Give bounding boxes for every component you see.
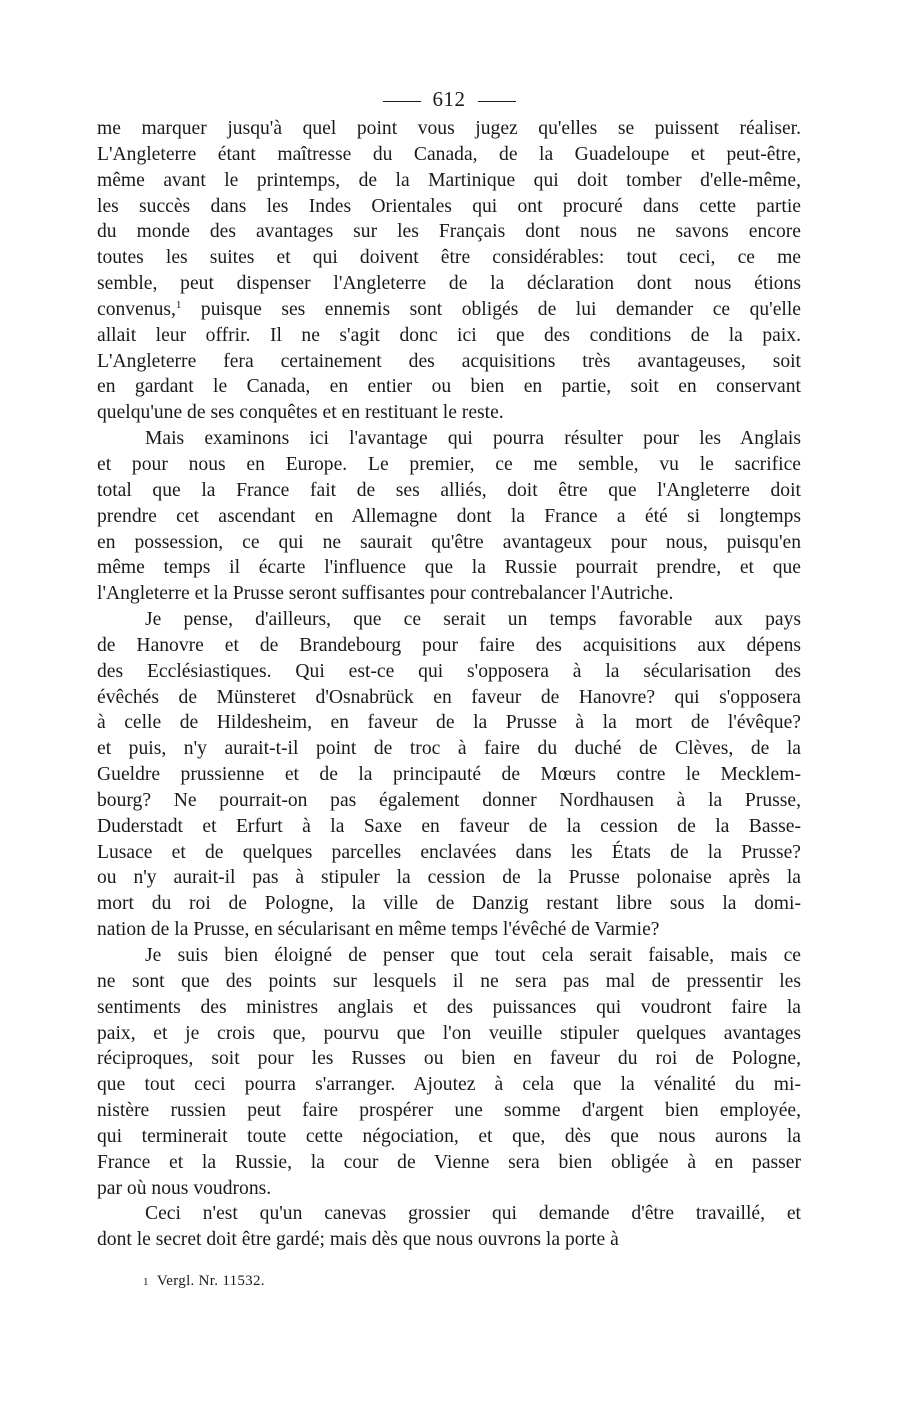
text-line: Mais examinons ici l'avantage qui pourra résulter pour les Anglais [145,428,801,450]
text-line: toutes les suites et qui doivent être considérables: tout ceci, ce me [97,247,801,269]
text-line: à celle de Hildesheim, en faveur de la Prusse à la mort de l'évêque? [97,712,801,734]
text-line: réciproques, soit pour les Russes ou bien en faveur du roi de Pologne, [97,1048,801,1070]
text-line: prendre cet ascendant en Allemagne dont la France a été si longtemps [97,505,801,527]
text-line: du monde des avantages sur les Français dont nous ne savons encore [97,221,801,243]
paragraph [97,1201,801,1253]
text-line: en possession, ce qui ne saurait qu'être avantageux pour nous, puisqu'en [97,531,801,553]
text-line: ou n'y aurait-il pas à stipuler la cession de la Prusse polonaise après la [97,867,801,889]
text-line: bourg? Ne pourrait-on pas également donner Nordhausen à la Prusse, [97,789,801,811]
text-line: de Hanovre et de Brandebourg pour faire des acquisitions aux dépens [97,634,801,656]
text-line: même avant le printemps, de la Martinique qui doit tomber d'elle-même, [97,169,801,191]
text-line: nation de la Prusse, en sécularisant en même temps l'évêché de Varmie? [97,919,660,941]
text-line: que tout ceci pourra s'arranger. Ajoutez à cela que la vénalité du mi- [97,1074,801,1096]
paragraph [97,607,801,943]
text-line: dont le secret doit être gardé; mais dès que nous ouvrons la porte à [97,1229,619,1251]
text-line: qui terminerait toute cette négociation, et que, dès que nous aurons la [97,1125,801,1147]
document-page [97,82,801,1253]
paragraph [97,943,801,1201]
text-line: total que la France fait de ses alliés, doit être que l'Angleterre doit [97,479,801,501]
text-line: Je suis bien éloigné de penser que tout cela serait faisable, mais ce [145,945,801,966]
text-line: allait leur offrir. Il ne s'agit donc ici que des conditions de la paix. [97,324,801,346]
text-line: ne sont que des points sur lesquels il ne sera pas mal de pressentir les [97,970,801,992]
footnote-reference[interactable]: 1 [175,298,182,311]
footnote-mark: 1 [143,1276,149,1288]
text-line: même temps il écarte l'influence que la Russie pourrait prendre, et que [97,557,801,579]
page-header [97,82,801,116]
text-line: des Ecclésiastiques. Qui est-ce qui s'opposera à la sécularisation des [97,660,801,682]
text-line: semble, peut dispenser l'Angleterre de la déclaration dont nous étions [97,273,801,295]
header-dash-right [478,101,516,102]
text-line: L'Angleterre fera certainement des acquisitions très avantageuses, soit [97,350,801,372]
text-line: Je pense, d'ailleurs, que ce serait un temps favorable aux pays [145,609,801,631]
text-line: et puis, n'y aurait-t-il point de troc à faire du duché de Clèves, de la [97,738,801,760]
line-text-before-ref: convenus, [97,298,176,320]
text-line: Gueldre prussienne et de la principauté de Mœurs contre le Mecklem- [97,764,801,786]
text-line: par où nous voudrons. [97,1177,272,1199]
text-line: évêchés de Münsteret d'Osnabrück en faveur de Hanovre? qui s'opposera [97,686,801,708]
line-text-after-ref: puisque ses ennemis sont obligés de lui demander ce qu'elle [181,298,801,320]
header-dash-left [383,101,421,102]
text-line: et pour nous en Europe. Le premier, ce me semble, vu le sacrifice [97,453,801,475]
paragraph [97,116,801,426]
paragraph [97,426,801,607]
text-line: sentiments des ministres anglais et des puissances qui voudront faire la [97,996,801,1018]
text-line: France et la Russie, la cour de Vienne sera bien obligée à en passer [97,1151,801,1173]
footnote-text: Vergl. Nr. 11532. [156,1273,265,1289]
text-line: Duderstadt et Erfurt à la Saxe en faveur de la cession de la Basse- [97,815,801,837]
text-line: quelqu'une de ses conquêtes et en restituant le reste. [97,402,504,424]
text-line: paix, et je crois que, pourvu que l'on veuille stipuler quelques avantages [97,1022,801,1044]
text-line: nistère russien peut faire prospérer une somme d'argent bien employée, [97,1100,801,1122]
text-line [97,297,801,323]
text-line: en gardant le Canada, en entier ou bien en partie, soit en conservant [97,376,801,398]
text-line: l'Angleterre et la Prusse seront suffisantes pour contrebalancer l'Autriche. [97,583,674,605]
body-text [97,116,801,1253]
text-line: Ceci n'est qu'un canevas grossier qui demande d'être travaillé, et [145,1203,801,1225]
text-line: L'Angleterre étant maîtresse du Canada, de la Guadeloupe et peut-être, [97,143,801,165]
text-line: me marquer jusqu'à quel point vous jugez qu'elles se puissent réaliser. [97,118,801,139]
text-line: Lusace et de quelques parcelles enclavées dans les États de la Prusse? [97,841,801,863]
page-number: 612 [432,87,466,111]
footnote [143,1271,265,1292]
text-line: les succès dans les Indes Orientales qui ont procuré dans cette partie [97,195,801,217]
text-line: mort du roi de Pologne, la ville de Danzig restant libre sous la domi- [97,893,801,915]
